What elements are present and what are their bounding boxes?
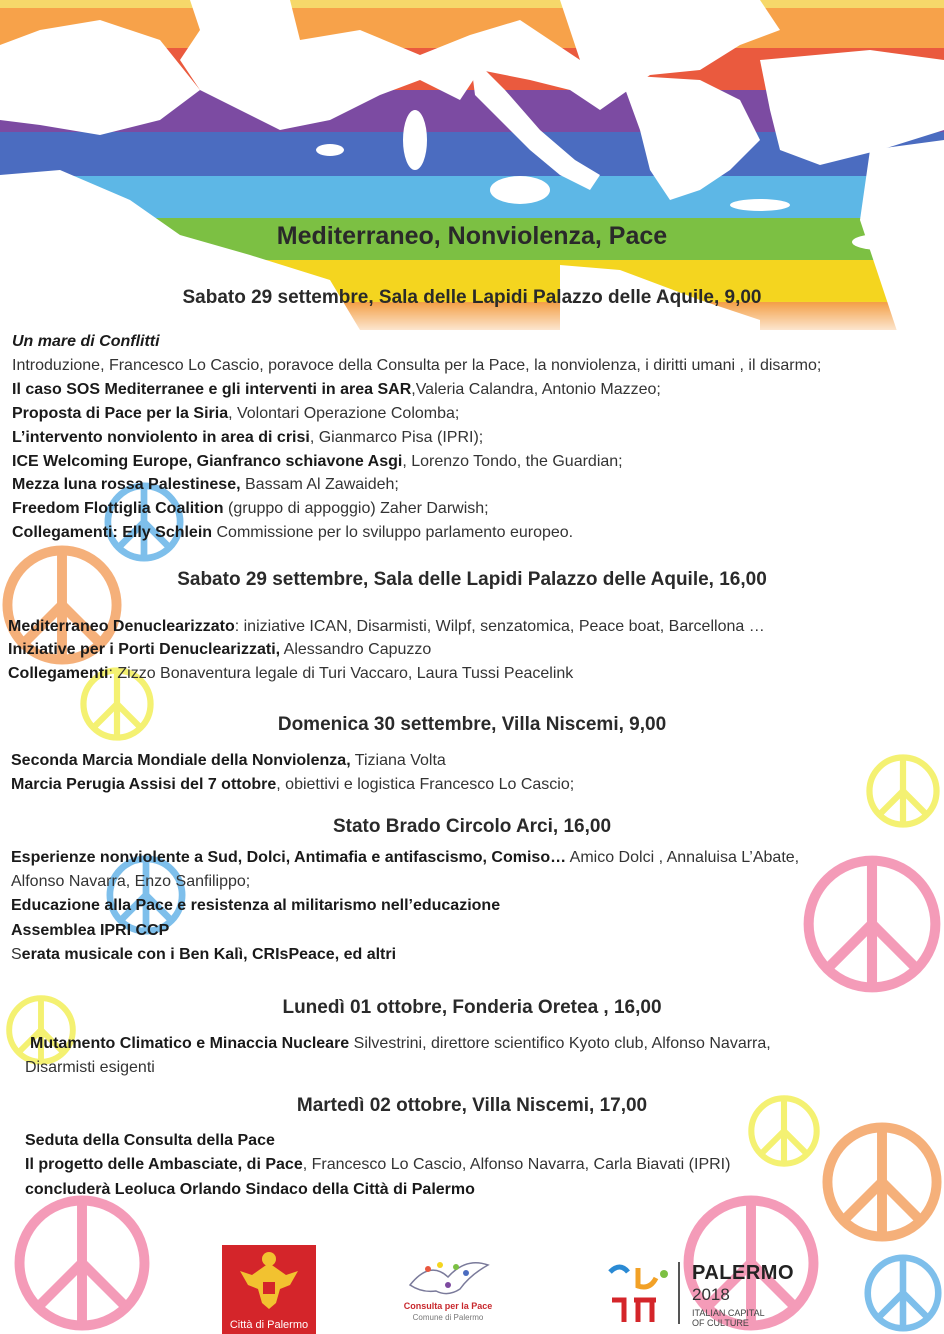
program-line [25,1132,275,1150]
program-line [8,641,431,659]
topic-text: concluderà Leoluca Orlando Sindaco della Città di Palermo [25,1181,475,1198]
topic-text: Mutamento Climatico e Minaccia Nucleare [30,1035,350,1052]
speaker-text: , Lorenzo Tondo, the Guardian; [402,453,623,470]
program-line [12,381,661,399]
comune-label: Comune di Palermo [412,1313,484,1322]
speaker-text: Amico Dolci , Annaluisa L’Abate, [566,849,800,866]
consulta-label: Consulta per la Pace [403,1301,493,1311]
speaker-text: ,Valeria Calandra, Antonio Mazzeo; [411,381,661,398]
speaker-text: Disarmisti esigenti [25,1059,155,1076]
speaker-text: Introduzione, Francesco Lo Cascio, poravoce della Consulta per la Pace, la nonviolenza, i diritti umani , il disarmo; [12,357,822,374]
topic-text: Il progetto delle Ambasciate, di Pace [25,1156,303,1173]
program-line [12,429,483,447]
program-line [25,1181,475,1199]
consulta-logo [400,1255,496,1329]
program-line [12,333,160,351]
speaker-text: : Zizzo Bonaventura legale di Turi Vaccaro, Laura Tussi Peacelink [108,665,574,682]
topic-text: Collegamenti: Elly Schlein [12,524,213,541]
program-line [11,897,500,915]
topic-text: Seduta della Consulta della Pace [25,1132,275,1149]
speaker-text: S [11,946,22,963]
topic-text: Mezza luna rossa Palestinese, [12,476,241,493]
section-heading: Domenica 30 settembre, Villa Niscemi, 9,00 [277,714,667,735]
program-line [11,849,799,867]
citta-label: Città di Palermo [229,1319,309,1331]
speaker-text: Alfonso Navarra, Enzo Sanfilippo; [11,873,251,890]
section-heading: Sabato 29 settembre, Sala delle Lapidi Palazzo delle Aquile, 9,00 [182,287,762,308]
program-line [11,946,396,964]
capital-label: ITALIAN CAPITAL [692,1308,765,1318]
speaker-text: Alessandro Capuzzo [280,641,432,658]
topic-text: Esperienze nonviolente a Sud, Dolci, Antimafia e antifascismo, Comiso… [11,849,567,866]
speaker-text: , Francesco Lo Cascio, Alfonso Navarra, Carla Biavati (IPRI) [302,1156,731,1173]
program-line [12,476,399,494]
speaker-text: Bassam Al Zawaideh; [240,476,399,493]
speaker-text: Silvestrini, direttore scientifico Kyoto club, Alfonso Navarra, [349,1035,771,1052]
culture-label: OF CULTURE [692,1318,749,1328]
program-line [30,1035,771,1053]
palermo-2018-logo [606,1262,806,1334]
subtitle-text: Un mare di Conflitti [12,333,160,350]
program-line [11,752,446,770]
program-line [12,524,573,542]
speaker-text: , obiettivi e logistica Francesco Lo Cascio; [276,776,575,793]
program-line [25,1156,730,1174]
program-line [11,922,169,940]
eagle-icon [222,1245,316,1315]
logo-divider [678,1262,680,1324]
year-label: 2018 [692,1285,730,1304]
speaker-text: , Gianmarco Pisa (IPRI); [309,429,484,446]
section-heading: Martedì 02 ottobre, Villa Niscemi, 17,00 [296,1095,648,1116]
topic-text: Freedom Flottiglia Coalition [12,500,224,517]
topic-text: erata musicale con i Ben Kalì, CRIsPeace, ed altri [21,946,397,963]
topic-text: Marcia Perugia Assisi del 7 ottobre [11,776,277,793]
topic-text: Seconda Marcia Mondiale della Nonviolenza, [11,752,351,769]
topic-text: ICE Welcoming Europe, Gianfranco schiavone Asgi [12,453,403,470]
program-line [12,357,821,375]
program-line [12,453,623,471]
topic-text: Educazione alla Pace e resistenza al militarismo nell’educazione [11,897,501,914]
peace-symbol-icon [800,852,944,996]
topic-text: Assemblea IPRI CCP [11,922,170,939]
program-line [12,405,459,423]
speaker-text: (gruppo di appoggio) Zaher Darwish; [223,500,489,517]
topic-text: Proposta di Pace per la Siria [12,405,229,422]
topic-text: L’intervento nonviolento in area di crisi [12,429,310,446]
speaker-text: Tiziana Volta [350,752,446,769]
topic-text: Il caso SOS Mediterranee e gli interventi in area SAR [12,381,412,398]
topic-text: Mediterraneo Denuclearizzato [8,618,235,635]
section-heading: Lunedì 01 ottobre, Fonderia Oretea , 16,00 [282,997,662,1018]
speaker-text: , Volontari Operazione Colomba; [228,405,460,422]
speaker-text: Commissione per lo sviluppo parlamento europeo. [212,524,574,541]
program-line [12,500,489,518]
section-heading: Sabato 29 settembre, Sala delle Lapidi Palazzo delle Aquile, 16,00 [177,569,767,590]
peace-symbol-icon [862,1252,944,1334]
peace-symbol-icon [820,1120,944,1244]
section-heading: Stato Brado Circolo Arci, 16,00 [332,816,612,837]
page-title: Mediterraneo, Nonviolenza, Pace [276,222,668,250]
program-line [8,618,765,636]
palermo-label: PALERMO [692,1262,795,1284]
citta-di-palermo-logo [222,1245,316,1334]
program-line [11,776,574,794]
dove-icon [400,1255,496,1301]
program-line [11,873,250,891]
peace-symbol-icon [10,1192,154,1334]
topic-text: Iniziative per i Porti Denuclearizzati, [8,641,281,658]
topic-text: Collegamenti [8,665,109,682]
speaker-text: : iniziative ICAN, Disarmisti, Wilpf, senzatomica, Peace boat, Barcellona … [234,618,765,635]
program-line [25,1059,155,1077]
capital-culture-mark-icon [606,1262,672,1326]
program-line [8,665,573,683]
